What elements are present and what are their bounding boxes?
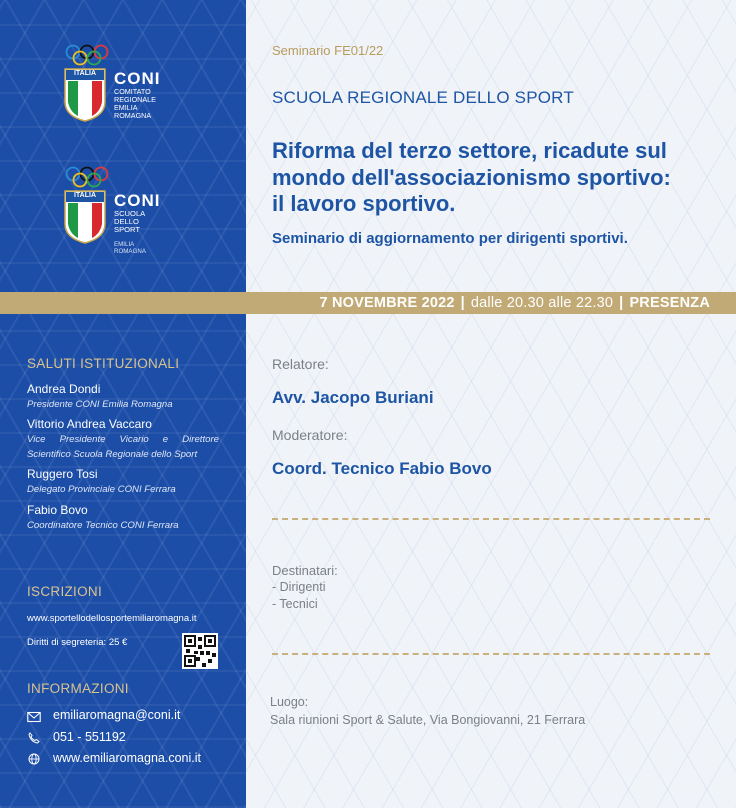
person-role: Presidente CONI Emilia Romagna bbox=[27, 399, 173, 410]
coni-sub-line: EMILIA ROMAGNA bbox=[114, 103, 152, 120]
email-link[interactable]: emiliaromagna@coni.it bbox=[53, 708, 181, 722]
envelope-icon bbox=[27, 711, 41, 723]
coni-subtitle bbox=[114, 88, 156, 120]
seminar-subtitle: Seminario di aggiornamento per dirigenti sportivi. bbox=[272, 230, 628, 247]
seminar-code: Seminario FE01/22 bbox=[272, 43, 384, 58]
person-role: Coordinatore Tecnico CONI Ferrara bbox=[27, 520, 179, 531]
event-date: 7 NOVEMBRE 2022 bbox=[319, 295, 455, 311]
title-line: il lavoro sportivo. bbox=[272, 191, 456, 216]
event-time: dalle 20.30 alle 22.30 bbox=[470, 295, 614, 311]
phone-number[interactable]: 051 - 551192 bbox=[53, 730, 126, 744]
school-heading: SCUOLA REGIONALE DELLO SPORT bbox=[272, 88, 574, 107]
website-link[interactable]: www.emiliaromagna.coni.it bbox=[53, 751, 201, 765]
olympic-rings-icon bbox=[64, 166, 110, 188]
saluti-heading: SALUTI ISTITUZIONALI bbox=[27, 356, 180, 371]
person-name: Andrea Dondi bbox=[27, 382, 101, 396]
shield-label: ITALIA bbox=[73, 70, 97, 77]
separator: | bbox=[460, 295, 465, 311]
date-band bbox=[0, 292, 736, 314]
audience-item: - Dirigenti bbox=[272, 580, 326, 594]
informazioni-heading: INFORMAZIONI bbox=[27, 681, 129, 696]
coni-sub-line: REGIONALE bbox=[114, 95, 156, 104]
coni-sub-line: DELLO SPORT bbox=[114, 217, 141, 234]
title-line: mondo dell'associazionismo sportivo: bbox=[272, 164, 671, 190]
luogo-label: Luogo: bbox=[270, 695, 309, 709]
fee-text: Diritti di segreteria: 25 € bbox=[27, 637, 128, 648]
left-panel bbox=[0, 0, 246, 808]
shield-label: ITALIA bbox=[73, 192, 97, 199]
coni-region: EMILIA ROMAGNA bbox=[114, 241, 146, 255]
globe-icon bbox=[27, 753, 41, 765]
relatore-label: Relatore: bbox=[272, 356, 329, 372]
event-mode: PRESENZA bbox=[629, 295, 710, 311]
date-band-text bbox=[319, 295, 710, 311]
divider bbox=[272, 518, 710, 520]
olympic-rings-icon bbox=[64, 44, 110, 66]
coni-brand: CONI bbox=[114, 191, 161, 210]
qr-code bbox=[182, 633, 218, 669]
coni-subtitle bbox=[114, 210, 145, 234]
audience-item: - Tecnici bbox=[272, 597, 318, 611]
seminar-title bbox=[272, 138, 722, 218]
separator: | bbox=[619, 295, 624, 311]
moderatore-name: Coord. Tecnico Fabio Bovo bbox=[272, 459, 492, 478]
person-role: Vice Presidente Vicario e Direttore Scientifico Scuola Regionale dello Sport bbox=[27, 434, 219, 460]
moderatore-label: Moderatore: bbox=[272, 427, 348, 443]
venue-address: Sala riunioni Sport & Salute, Via Bongiovanni, 21 Ferrara bbox=[270, 713, 586, 727]
phone-icon bbox=[27, 732, 41, 744]
relatore-name: Avv. Jacopo Buriani bbox=[272, 388, 434, 407]
coni-brand: CONI bbox=[114, 69, 161, 88]
coni-sub-line: SCUOLA bbox=[114, 209, 146, 218]
registration-link[interactable]: www.sportellodellosportemiliaromagna.it bbox=[27, 613, 197, 624]
person-role: Delegato Provinciale CONI Ferrara bbox=[27, 484, 176, 495]
iscrizioni-heading: ISCRIZIONI bbox=[27, 584, 103, 599]
destinatari-label: Destinatari: bbox=[272, 563, 338, 578]
title-line: Riforma del terzo settore, ricadute sul bbox=[272, 138, 667, 163]
person-name: Ruggero Tosi bbox=[27, 467, 98, 481]
person-name: Fabio Bovo bbox=[27, 503, 88, 517]
person-name: Vittorio Andrea Vaccaro bbox=[27, 417, 152, 431]
coni-sub-line: COMITATO bbox=[114, 87, 151, 96]
divider bbox=[272, 653, 710, 655]
